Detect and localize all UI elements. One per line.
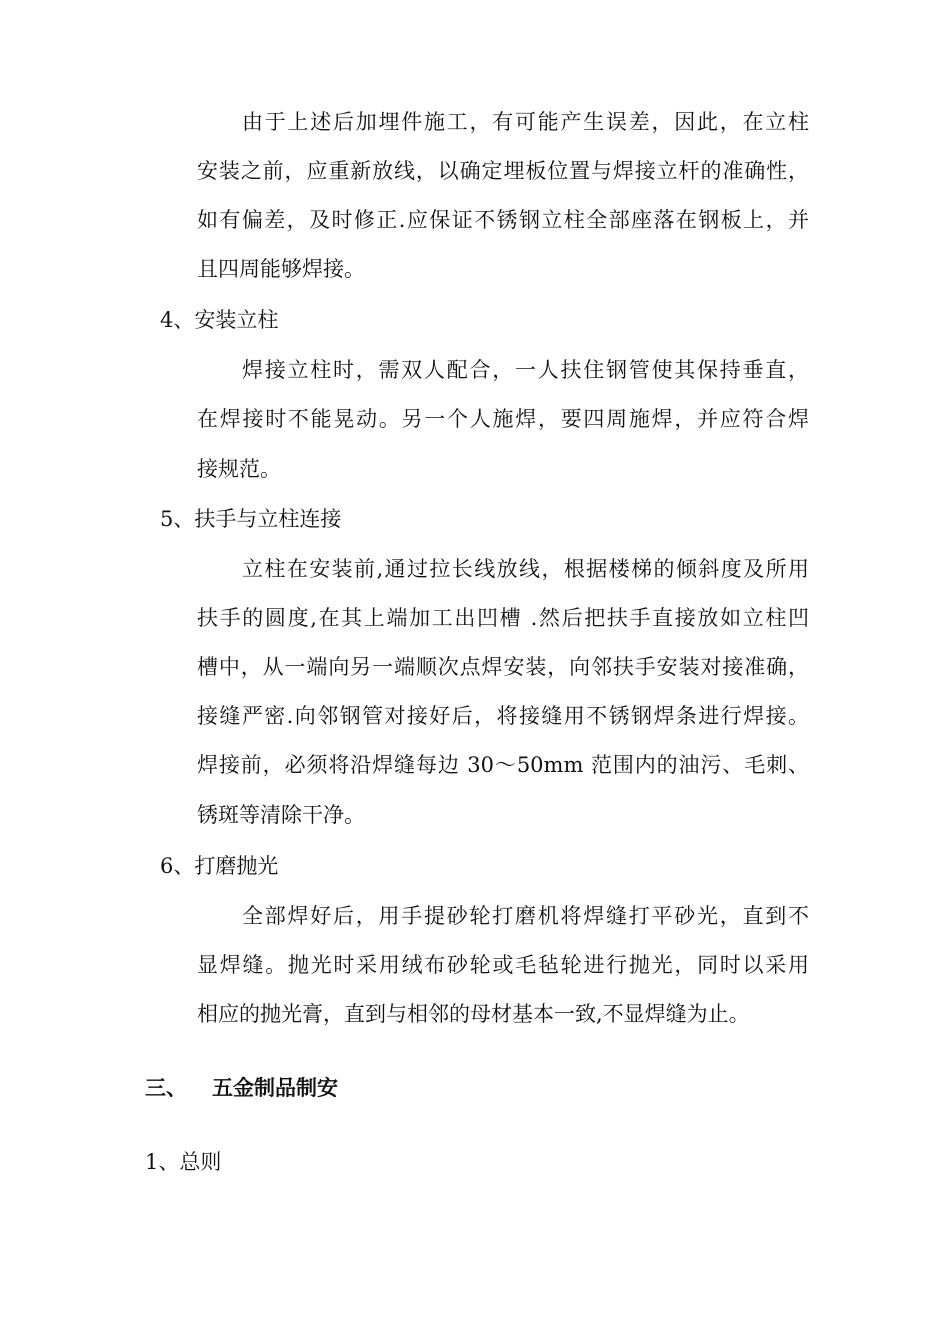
subheading-general: 1、总则 bbox=[145, 1150, 222, 1174]
paragraph-1-line-1: 由于上述后加埋件施工，有可能产生误差，因此，在立柱 bbox=[242, 110, 809, 134]
paragraph-3-line-3: 槽中，从一端向另一端顺次点焊安装，向邻扶手安装对接准确， bbox=[197, 655, 809, 679]
paragraph-3-line-4: 接缝严密.向邻钢管对接好后，将接缝用不锈钢焊条进行焊接。 bbox=[197, 704, 809, 728]
paragraph-3-line-5: 焊接前，必须将沿焊缝每边 30～50mm 范围内的油污、毛刺、 bbox=[197, 753, 809, 777]
subheading-install-posts: 4、安装立柱 bbox=[160, 308, 279, 332]
paragraph-1-line-3: 如有偏差，及时修正.应保证不锈钢立柱全部座落在钢板上，并 bbox=[197, 208, 809, 232]
paragraph-2-line-2: 在焊接时不能晃动。另一个人施焊，要四周施焊，并应符合焊 bbox=[197, 407, 809, 431]
paragraph-4-line-1: 全部焊好后，用手提砂轮打磨机将焊缝打平砂光，直到不 bbox=[242, 904, 809, 928]
paragraph-4-line-2: 显焊缝。抛光时采用绒布砂轮或毛毡轮进行抛光，同时以采用 bbox=[197, 953, 809, 977]
section-title: 五金制品制安 bbox=[212, 1076, 338, 1100]
paragraph-1-line-4: 且四周能够焊接。 bbox=[197, 257, 365, 281]
section-number: 三、 bbox=[145, 1076, 187, 1100]
subheading-handrail-post-connection: 5、扶手与立柱连接 bbox=[160, 507, 342, 531]
paragraph-2-line-1: 焊接立柱时，需双人配合，一人扶住钢管使其保持垂直， bbox=[242, 358, 809, 382]
paragraph-4-line-3: 相应的抛光膏，直到与相邻的母材基本一致,不显焊缝为止。 bbox=[197, 1002, 750, 1026]
paragraph-3-line-1: 立柱在安装前,通过拉长线放线，根据楼梯的倾斜度及所用 bbox=[242, 557, 809, 581]
paragraph-1-line-2: 安装之前，应重新放线，以确定埋板位置与焊接立杆的准确性， bbox=[197, 159, 809, 183]
section-heading-hardware bbox=[145, 1073, 338, 1103]
paragraph-3-line-2: 扶手的圆度,在其上端加工出凹槽 .然后把扶手直接放如立柱凹 bbox=[197, 606, 809, 630]
paragraph-2-line-3: 接规范。 bbox=[197, 457, 281, 481]
subheading-grinding-polishing: 6、打磨抛光 bbox=[160, 854, 279, 878]
paragraph-3-line-6: 锈斑等清除干净。 bbox=[197, 803, 365, 827]
